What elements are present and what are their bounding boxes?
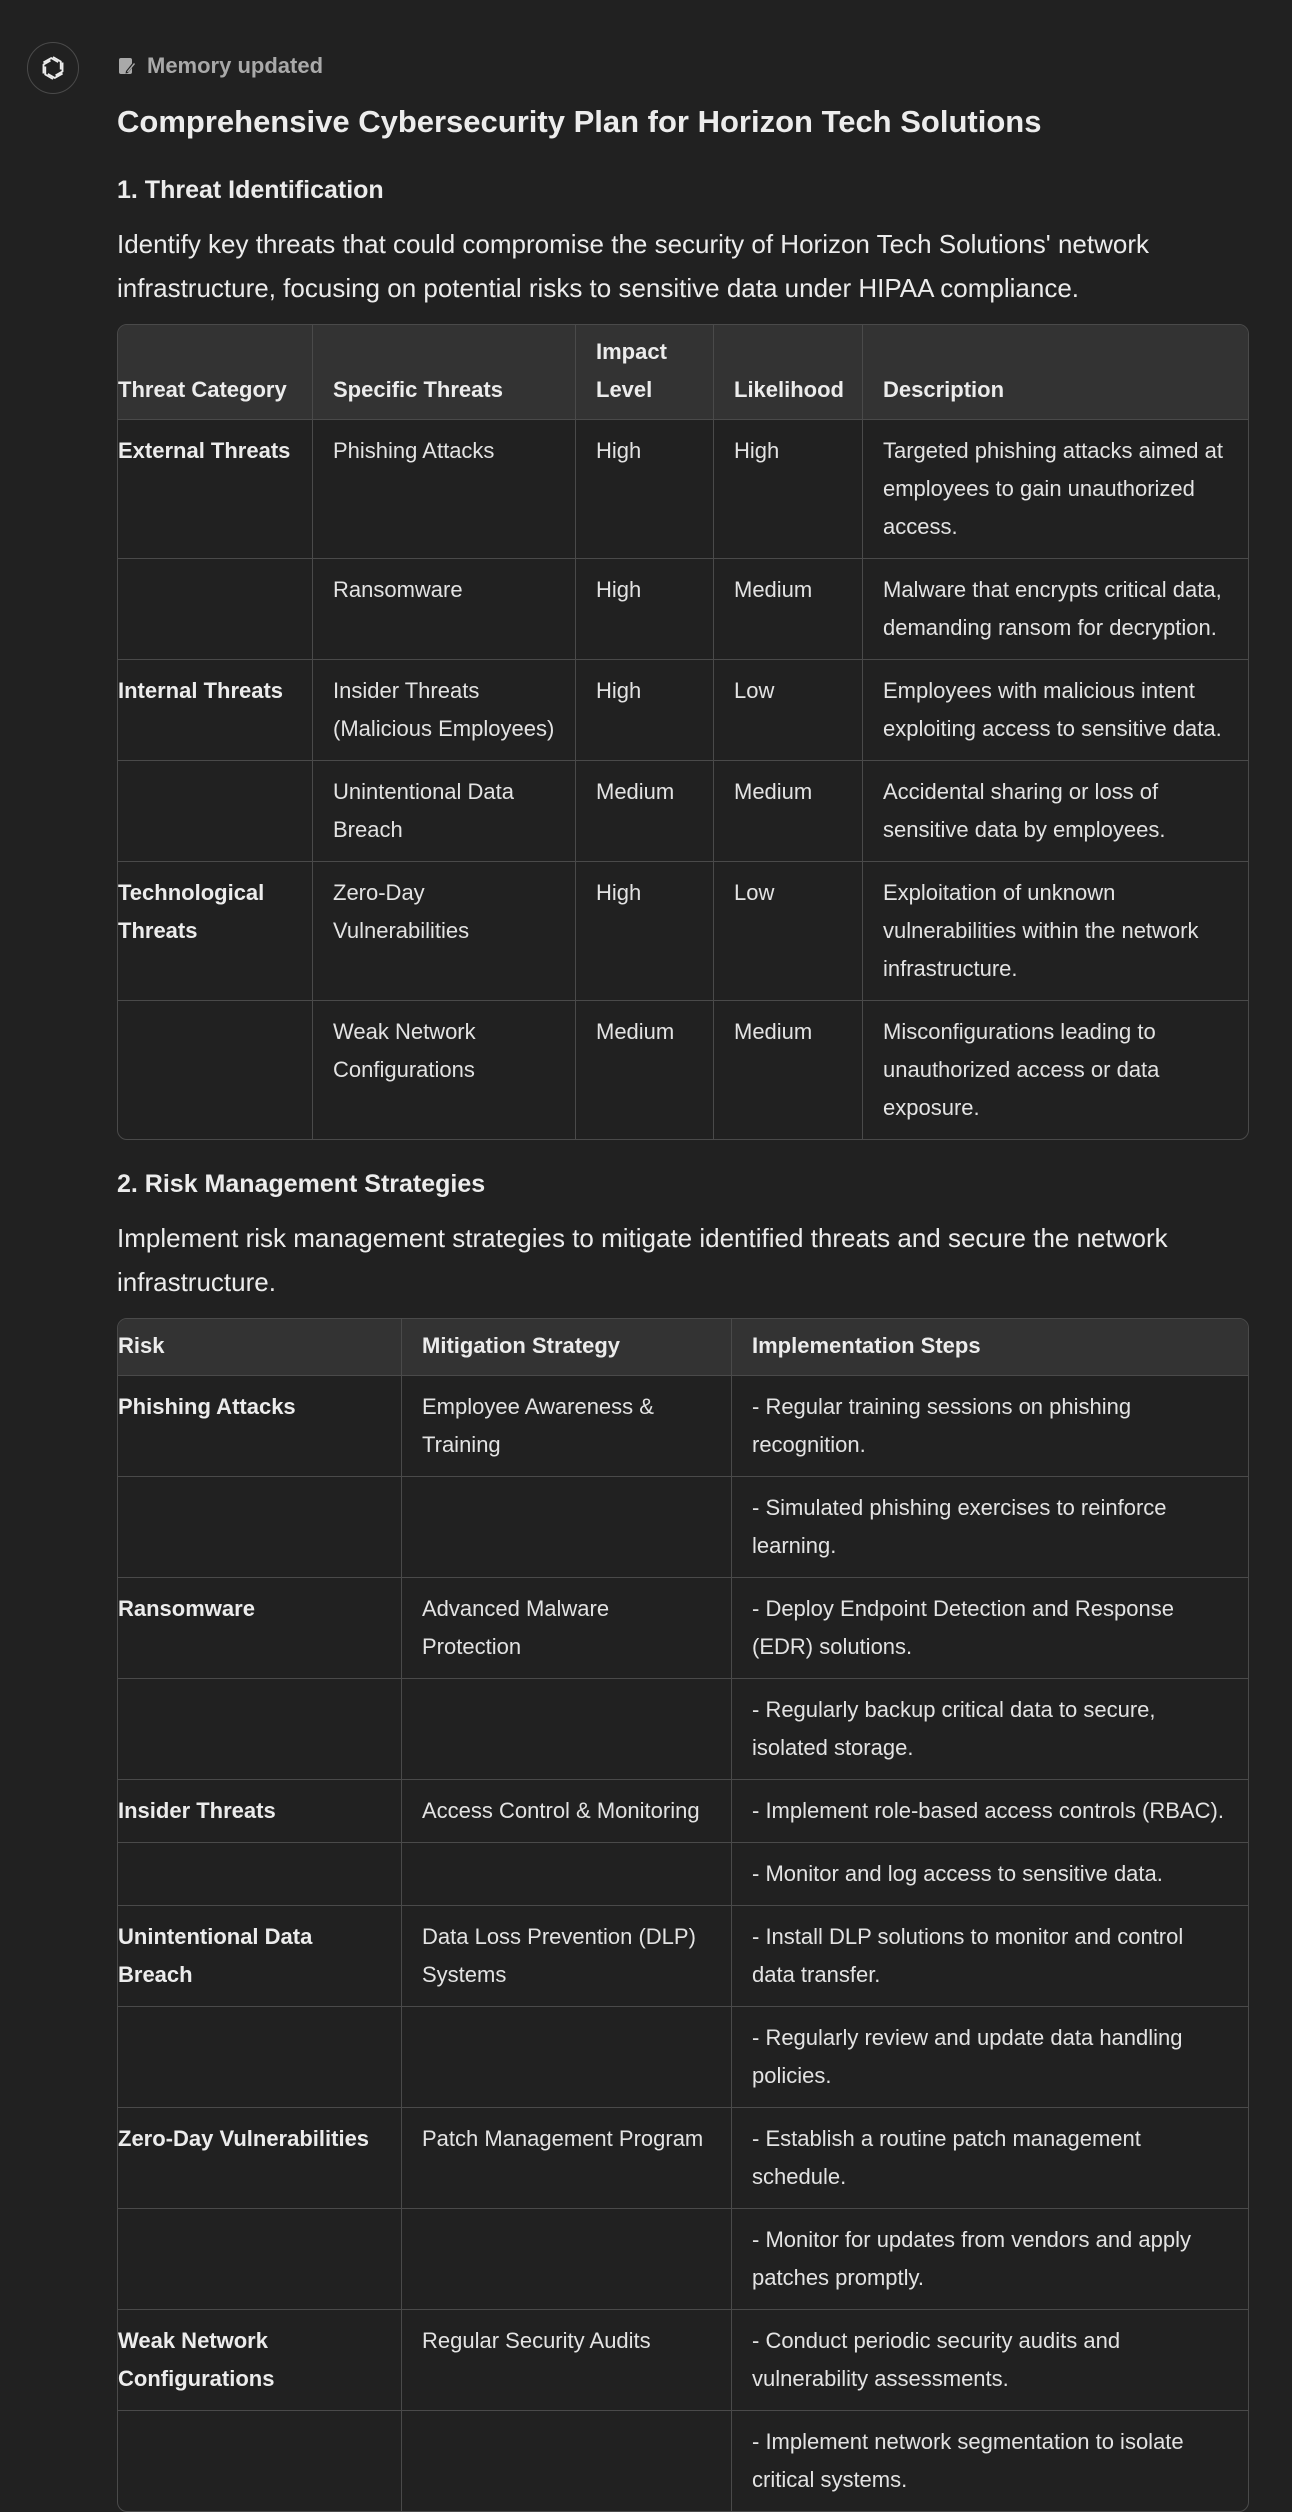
column-header: Implementation Steps [732, 1319, 1248, 1375]
implementation-step-cell: - Install DLP solutions to monitor and control data transfer. [732, 1905, 1248, 2006]
table-row [118, 2309, 1248, 2410]
memory-updated-indicator[interactable] [117, 48, 1247, 84]
table-row [118, 558, 1248, 659]
column-header: Risk [118, 1319, 402, 1375]
table-row [118, 760, 1248, 861]
threat-category-cell: Internal Threats [118, 659, 313, 760]
threat-category-cell: Technological Threats [118, 861, 313, 1000]
description-cell: Malware that encrypts critical data, demanding ransom for decryption. [863, 558, 1248, 659]
implementation-step-cell: - Implement network segmentation to isolate critical systems. [732, 2410, 1248, 2511]
table-row [118, 1842, 1248, 1905]
column-header: Likelihood [714, 325, 863, 419]
table-row [118, 1779, 1248, 1842]
risk-cell [118, 1842, 402, 1905]
risk-cell: Unintentional Data Breach [118, 1905, 402, 2006]
impact-level-cell: High [576, 558, 714, 659]
threat-category-cell [118, 760, 313, 861]
column-header: Impact Level [576, 325, 714, 419]
table-row [118, 1905, 1248, 2006]
implementation-step-cell: - Establish a routine patch management schedule. [732, 2107, 1248, 2208]
risk-cell [118, 1678, 402, 1779]
table-row [118, 2107, 1248, 2208]
mitigation-strategy-cell [402, 2410, 732, 2511]
column-header: Specific Threats [313, 325, 576, 419]
implementation-step-cell: - Regularly review and update data handling policies. [732, 2006, 1248, 2107]
mitigation-strategy-cell [402, 1476, 732, 1577]
table-header-row [118, 1319, 1248, 1375]
impact-level-cell: High [576, 419, 714, 558]
table-row [118, 1000, 1248, 1139]
table-row [118, 419, 1248, 558]
openai-logo-icon [38, 53, 68, 83]
threat-table [117, 324, 1249, 1140]
implementation-step-cell: - Regular training sessions on phishing recognition. [732, 1375, 1248, 1476]
description-cell: Employees with malicious intent exploiting access to sensitive data. [863, 659, 1248, 760]
mitigation-strategy-cell [402, 1678, 732, 1779]
risk-cell: Weak Network Configurations [118, 2309, 402, 2410]
implementation-step-cell: - Deploy Endpoint Detection and Response (EDR) solutions. [732, 1577, 1248, 1678]
impact-level-cell: Medium [576, 1000, 714, 1139]
mitigation-strategy-cell [402, 2006, 732, 2107]
memory-pencil-icon [117, 56, 137, 76]
threat-category-cell [118, 558, 313, 659]
implementation-step-cell: - Monitor for updates from vendors and apply patches promptly. [732, 2208, 1248, 2309]
specific-threat-cell: Ransomware [313, 558, 576, 659]
mitigation-strategy-cell: Employee Awareness & Training [402, 1375, 732, 1476]
mitigation-strategy-cell: Regular Security Audits [402, 2309, 732, 2410]
specific-threat-cell: Phishing Attacks [313, 419, 576, 558]
table-row [118, 2410, 1248, 2511]
risk-cell: Zero-Day Vulnerabilities [118, 2107, 402, 2208]
likelihood-cell: Low [714, 861, 863, 1000]
table-row [118, 2006, 1248, 2107]
section-intro-risk-management: Implement risk management strategies to mitigate identified threats and secure the network infrastructure. [117, 1223, 1168, 1297]
assistant-avatar [27, 42, 79, 94]
implementation-step-cell: - Implement role-based access controls (RBAC). [732, 1779, 1248, 1842]
column-header: Threat Category [118, 325, 313, 419]
section-intro-threats: Identify key threats that could compromise the security of Horizon Tech Solutions' network infrastructure, focusing on potential risks to sensitive data under HIPAA compliance. [117, 229, 1149, 303]
likelihood-cell: Medium [714, 558, 863, 659]
specific-threat-cell: Unintentional Data Breach [313, 760, 576, 861]
table-row [118, 659, 1248, 760]
likelihood-cell: Medium [714, 1000, 863, 1139]
risk-cell: Ransomware [118, 1577, 402, 1678]
risk-cell [118, 2006, 402, 2107]
implementation-step-cell: - Regularly backup critical data to secure, isolated storage. [732, 1678, 1248, 1779]
section-heading-threats: 1. Threat Identification [117, 176, 384, 204]
likelihood-cell: High [714, 419, 863, 558]
table-row [118, 861, 1248, 1000]
implementation-step-cell: - Monitor and log access to sensitive data. [732, 1842, 1248, 1905]
impact-level-cell: Medium [576, 760, 714, 861]
implementation-step-cell: - Simulated phishing exercises to reinforce learning. [732, 1476, 1248, 1577]
column-header: Description [863, 325, 1248, 419]
table-row [118, 1577, 1248, 1678]
page-title: Comprehensive Cybersecurity Plan for Horizon Tech Solutions [117, 104, 1042, 139]
mitigation-strategy-cell: Data Loss Prevention (DLP) Systems [402, 1905, 732, 2006]
implementation-step-cell: - Conduct periodic security audits and vulnerability assessments. [732, 2309, 1248, 2410]
specific-threat-cell: Weak Network Configurations [313, 1000, 576, 1139]
description-cell: Accidental sharing or loss of sensitive data by employees. [863, 760, 1248, 861]
risk-cell [118, 2208, 402, 2309]
likelihood-cell: Medium [714, 760, 863, 861]
table-row [118, 2208, 1248, 2309]
mitigation-strategy-cell [402, 1842, 732, 1905]
mitigation-strategy-cell [402, 2208, 732, 2309]
table-row [118, 1678, 1248, 1779]
description-cell: Exploitation of unknown vulnerabilities within the network infrastructure. [863, 861, 1248, 1000]
table-row [118, 1476, 1248, 1577]
risk-management-table [117, 1318, 1249, 2512]
risk-cell: Phishing Attacks [118, 1375, 402, 1476]
section-heading-risk-management: 2. Risk Management Strategies [117, 1170, 486, 1198]
impact-level-cell: High [576, 861, 714, 1000]
memory-updated-label: Memory updated [147, 53, 324, 78]
threat-category-cell [118, 1000, 313, 1139]
impact-level-cell: High [576, 659, 714, 760]
description-cell: Misconfigurations leading to unauthorized access or data exposure. [863, 1000, 1248, 1139]
specific-threat-cell: Insider Threats (Malicious Employees) [313, 659, 576, 760]
mitigation-strategy-cell: Advanced Malware Protection [402, 1577, 732, 1678]
mitigation-strategy-cell: Access Control & Monitoring [402, 1779, 732, 1842]
threat-category-cell: External Threats [118, 419, 313, 558]
column-header: Mitigation Strategy [402, 1319, 732, 1375]
table-header-row [118, 325, 1248, 419]
description-cell: Targeted phishing attacks aimed at employees to gain unauthorized access. [863, 419, 1248, 558]
mitigation-strategy-cell: Patch Management Program [402, 2107, 732, 2208]
risk-cell [118, 2410, 402, 2511]
likelihood-cell: Low [714, 659, 863, 760]
specific-threat-cell: Zero-Day Vulnerabilities [313, 861, 576, 1000]
risk-cell: Insider Threats [118, 1779, 402, 1842]
assistant-message [117, 48, 1247, 2512]
table-row [118, 1375, 1248, 1476]
risk-cell [118, 1476, 402, 1577]
